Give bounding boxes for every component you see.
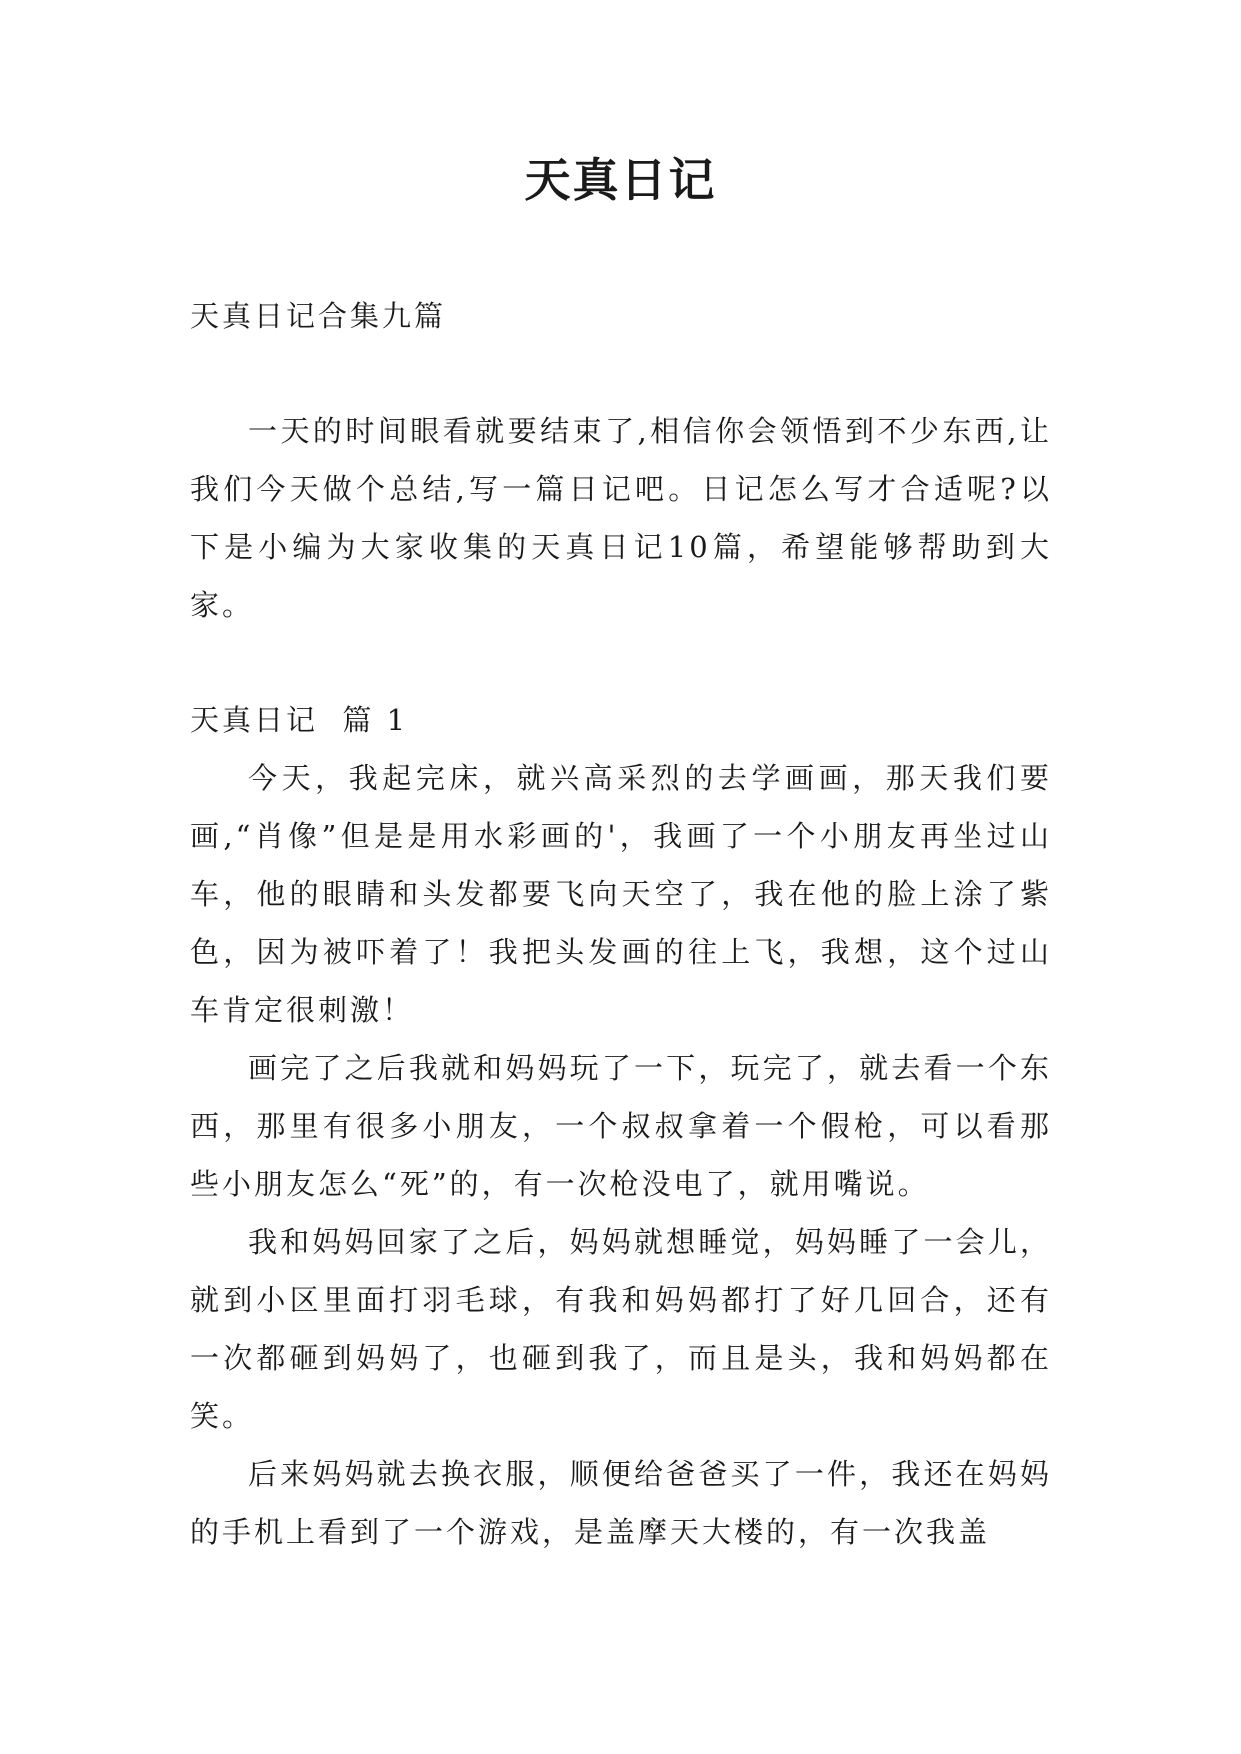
body-paragraph: 后来妈妈就去换衣服，顺便给爸爸买了一件，我还在妈妈的手机上看到了一个游戏，是盖摩天大楼的，有一次我盖 [190,1457,1052,1549]
intro-paragraph [190,402,1052,634]
section-heading-text: 天真日记 篇 1 [190,703,409,737]
body-paragraph: 我和妈妈回家了之后，妈妈就想睡觉，妈妈睡了一会儿，就到小区里面打羽毛球，有我和妈妈都打了好几回合，还有一次都砸到妈妈了，也砸到我了，而且是头，我和妈妈都在笑。 [190,1225,1052,1433]
body-paragraph: 画完了之后我就和妈妈玩了一下，玩完了，就去看一个东西，那里有很多小朋友，一个叔叔拿着一个假枪，可以看那些小朋友怎么“死”的，有一次枪没电了，就用嘴说。 [190,1051,1052,1201]
intro-text: 一天的时间眼看就要结束了,相信你会领悟到不少东西,让我们今天做个总结,写一篇日记吧。日记怎么写才合适呢?以下是小编为大家收集的天真日记10篇，希望能够帮助到大家。 [190,414,1052,622]
document-subtitle [190,287,1052,345]
subtitle-text: 天真日记合集九篇 [190,299,447,333]
diary-body [190,749,1052,1561]
section-heading [190,691,1052,749]
body-paragraph: 今天，我起完床，就兴高采烈的去学画画，那天我们要画,“肖像”但是是用水彩画的'，我画了一个小朋友再坐过山车，他的眼睛和头发都要飞向天空了，我在他的脸上涂了紫色，因为被吓着了！我把头发画的往上飞，我想，这个过山车肯定很刺激！ [190,761,1052,1027]
document-title: 天真日记 [524,153,717,207]
